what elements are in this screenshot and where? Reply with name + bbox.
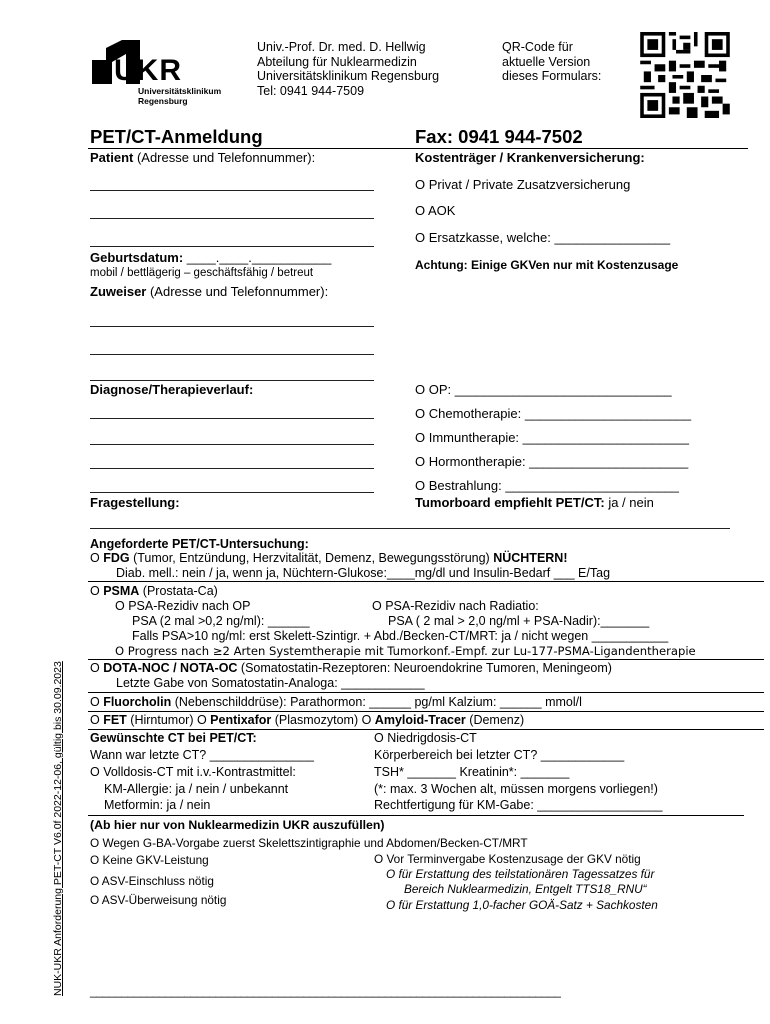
dota-label: DOTA-NOC / NOTA-OC: [103, 661, 238, 675]
tumorboard-label: Tumorboard empfiehlt PET/CT:: [415, 495, 605, 510]
mobility-status[interactable]: mobil / bettlägerig – geschäftsfähig / betreut: [90, 267, 314, 279]
psa-rad-value[interactable]: PSA ( 2 mal > 2,0 ng/ml + PSA-Nadir):_______: [388, 614, 650, 628]
logo-sub2: Regensburg: [138, 96, 188, 106]
ct-volldosis[interactable]: O Volldosis-CT mit i.v.-Kontrastmittel:: [90, 765, 296, 779]
dota-last-dose[interactable]: Letzte Gabe von Somatostatin-Analoga: ____________: [116, 676, 425, 690]
logo-text: UKR: [114, 54, 182, 87]
fluor-label: Fluorcholin: [103, 695, 172, 709]
therapy-hormon[interactable]: O Hormontherapie: ______________________: [415, 454, 689, 469]
insurance-label: Kostenträger / Krankenversicherung:: [415, 150, 645, 165]
ct-lab-values[interactable]: TSH* _______ Kreatinin*: _______: [374, 765, 570, 779]
ct-km-allergy[interactable]: KM-Allergie: ja / nein / unbekannt: [104, 782, 289, 796]
therapy-op[interactable]: O OP: ______________________________: [415, 382, 672, 397]
birthdate-label: Geburtsdatum:: [90, 250, 184, 265]
fet-desc: (Hirntumor) O: [126, 713, 211, 727]
fluor-divider: [88, 711, 764, 712]
ct-niedrigdosis[interactable]: O Niedrigdosis-CT: [374, 731, 477, 745]
patient-label-rest: (Adresse und Telefonnummer):: [133, 150, 316, 165]
nuk-gba[interactable]: O Wegen G-BA-Vorgabe zuerst Skelettszintigraphie und Abdomen/Becken-CT/MRT: [90, 836, 528, 850]
exam-psma[interactable]: [90, 584, 218, 598]
fdg-desc: (Tumor, Entzündung, Herzvitalität, Demenz, Bewegungsstörung): [129, 551, 494, 565]
qr-text-2: aktuelle Version: [502, 54, 591, 69]
fax-number: Fax: 0941 944-7502: [415, 126, 583, 147]
insurance-note: Achtung: Einige GKVen nur mit Kostenzusage: [415, 258, 679, 272]
title-divider: [88, 148, 748, 149]
zuweiser-line-3[interactable]: [90, 380, 374, 381]
exam-fluorcholin[interactable]: [90, 695, 582, 709]
psma-divider: [88, 659, 764, 660]
contact-name: Univ.-Prof. Dr. med. D. Hellwig: [257, 40, 426, 54]
fdg-divider: [88, 581, 764, 582]
qr-text-1: QR-Code für: [502, 40, 573, 54]
fet-divider: [88, 729, 764, 730]
zuweiser-label-bold: Zuweiser: [90, 284, 147, 299]
nuk-tagessatz[interactable]: O für Erstattung des teilstationären Tagessatzes für: [386, 867, 655, 881]
qr-code-icon[interactable]: [640, 32, 730, 118]
exam-title: Angeforderte PET/CT-Untersuchung:: [90, 537, 309, 551]
qr-text-3: dieses Formulars:: [502, 69, 602, 83]
psa-over-10[interactable]: Falls PSA>10 ng/ml: erst Skelett-Szintigr. + Abd./Becken-CT/MRT: ja / nicht wegen ___________: [132, 629, 669, 643]
nuk-keine-gkv[interactable]: O Keine GKV-Leistung: [90, 853, 209, 867]
contact-inst: Universitätsklinikum Regensburg: [257, 69, 440, 83]
diagnose-line-3[interactable]: [90, 468, 374, 469]
nuk-title: (Ab hier nur von Nuklearmedizin UKR auszufüllen): [90, 818, 385, 832]
diagnose-line-2[interactable]: [90, 444, 374, 445]
psma-desc: (Prostata-Ca): [139, 584, 218, 598]
nuk-entgelt: Bereich Nuklearmedizin, Entgelt TTS18_RNU“: [404, 882, 647, 896]
ct-body-region[interactable]: Körperbereich bei letzter CT? ____________: [374, 748, 625, 762]
contact-dept: Abteilung für Nuklearmedizin: [257, 54, 417, 69]
contact-tel: Tel: 0941 944-7509: [257, 83, 365, 98]
insurance-option-ersatzkasse[interactable]: O Ersatzkasse, welche: ________________: [415, 230, 671, 245]
zuweiser-line-2[interactable]: [90, 354, 374, 355]
fluor-checkbox[interactable]: O: [90, 695, 104, 709]
contact-block: [257, 40, 439, 98]
psma-label: PSMA: [103, 584, 140, 598]
patient-line-1[interactable]: [90, 190, 374, 191]
fdg-fasting: NÜCHTERN!: [493, 551, 568, 565]
logo-sub1: Universitätsklinikum: [138, 86, 222, 96]
psa-rezidiv-radiatio[interactable]: O PSA-Rezidiv nach Radiatio:: [372, 599, 539, 613]
fragestellung-line[interactable]: [90, 528, 730, 529]
tumorboard-value[interactable]: ja / nein: [604, 495, 654, 510]
tumorboard-field[interactable]: [415, 495, 654, 510]
zuweiser-line-1[interactable]: [90, 326, 374, 327]
birthdate-field[interactable]: [90, 250, 331, 265]
ct-title: Gewünschte CT bei PET/CT:: [90, 731, 257, 745]
birthdate-blanks[interactable]: ____.____.___________: [186, 250, 332, 265]
nuk-asv-ueberweisung[interactable]: O ASV-Überweisung nötig: [90, 893, 227, 907]
ukr-logo: [92, 40, 252, 110]
qr-text: [502, 40, 601, 84]
nuk-kostenzusage[interactable]: O Vor Terminvergabe Kostenzusage der GKV nötig: [374, 852, 641, 866]
fluor-desc: (Nebenschilddrüse): Parathormon: ______ pg/ml Kalzium: ______ mmol/l: [171, 695, 582, 709]
fet-label: FET: [103, 713, 127, 727]
fdg-diabetes[interactable]: Diab. mell.: nein / ja, wenn ja, Nüchtern-Glukose:____mg/dl und Insulin-Bedarf ___ E/Tag: [116, 566, 611, 580]
patient-line-3[interactable]: [90, 246, 374, 247]
side-version-text: NUK-UKR Anforderung PET-CT V6.0f 2022-12-06, gültig bis 30.09.2023: [52, 661, 64, 996]
page-title: PET/CT-Anmeldung: [90, 126, 263, 147]
nuk-asv-einschluss[interactable]: O ASV-Einschluss nötig: [90, 874, 214, 888]
ct-km-justification[interactable]: Rechtfertigung für KM-Gabe: __________________: [374, 798, 663, 812]
insurance-option-private[interactable]: O Privat / Private Zusatzversicherung: [415, 177, 631, 192]
fdg-label: FDG: [103, 551, 130, 565]
nuk-goae[interactable]: O für Erstattung 1,0-facher GOÄ-Satz + Sachkosten: [386, 898, 658, 912]
therapy-chemo[interactable]: O Chemotherapie: _______________________: [415, 406, 692, 421]
diagnose-label: Diagnose/Therapieverlauf:: [90, 382, 254, 397]
exam-fdg[interactable]: [90, 551, 568, 565]
psma-progress[interactable]: O Progress nach ≥2 Arten Systemtherapie mit Tumorkonf.-Empf. zur Lu-177-PSMA-Ligandentherapie: [115, 644, 696, 658]
dota-desc: (Somatostatin-Rezeptoren: Neuroendokrine Tumoren, Meningeom): [237, 661, 612, 675]
pentixafor-label: Pentixafor: [210, 713, 272, 727]
amyloid-label: Amyloid-Tracer: [374, 713, 466, 727]
therapy-immun[interactable]: O Immuntherapie: _______________________: [415, 430, 689, 445]
signature-line[interactable]: ___________________________________________________________________________: [90, 984, 561, 998]
ct-lab-note: (*: max. 3 Wochen alt, müssen morgens vorliegen!): [374, 782, 658, 796]
pentixafor-desc: (Plasmozytom) O: [271, 713, 375, 727]
psa-rezidiv-op[interactable]: O PSA-Rezidiv nach OP: [115, 599, 251, 613]
diagnose-line-1[interactable]: [90, 418, 374, 419]
patient-label-bold: Patient: [90, 150, 134, 165]
exam-dota[interactable]: [90, 661, 612, 675]
amyloid-desc: (Demenz): [465, 713, 525, 727]
exam-fet[interactable]: [90, 713, 524, 727]
fdg-checkbox[interactable]: O: [90, 551, 104, 565]
fragestellung-label: Fragestellung:: [90, 495, 180, 510]
ct-last[interactable]: Wann war letzte CT? _______________: [90, 748, 314, 762]
dota-checkbox[interactable]: O: [90, 661, 104, 675]
ct-divider: [88, 815, 744, 816]
therapy-bestrahlung[interactable]: O Bestrahlung: ________________________: [415, 478, 679, 493]
psa-op-value[interactable]: PSA (2 mal >0,2 ng/ml): ______: [132, 614, 310, 628]
patient-line-2[interactable]: [90, 218, 374, 219]
fet-checkbox[interactable]: O: [90, 713, 104, 727]
zuweiser-label-rest: (Adresse und Telefonnummer):: [146, 284, 329, 299]
diagnose-line-4[interactable]: [90, 492, 374, 493]
zuweiser-label: [90, 284, 328, 299]
ct-metformin[interactable]: Metformin: ja / nein: [104, 798, 211, 812]
insurance-option-aok[interactable]: O AOK: [415, 203, 456, 218]
dota-divider: [88, 692, 764, 693]
patient-label: [90, 150, 315, 165]
psma-checkbox[interactable]: O: [90, 584, 104, 598]
